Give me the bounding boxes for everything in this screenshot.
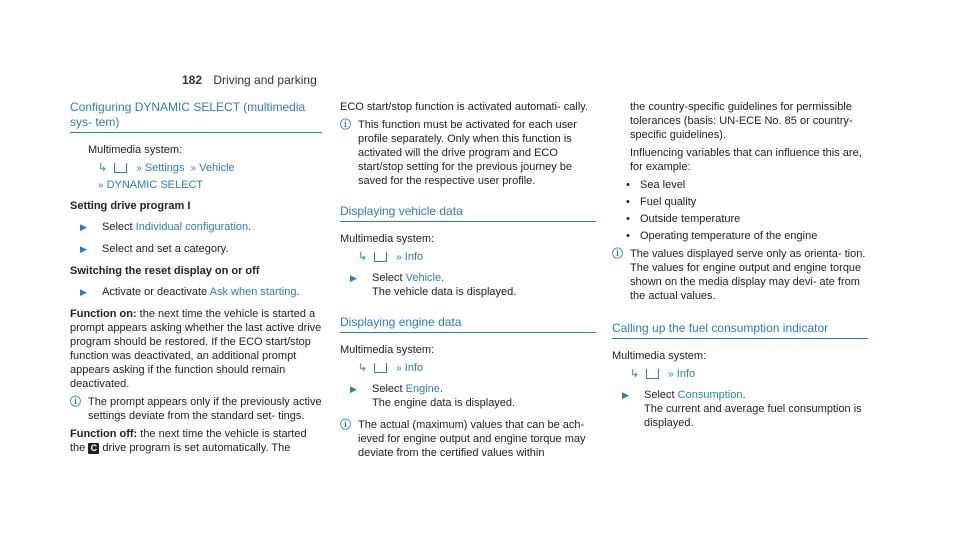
list-item: [612, 195, 868, 209]
note-text: The values displayed serve only as orienta- tion. The values for engine output and engine torque shown on the media display may devi- ate from the actual values.: [630, 248, 866, 302]
step-result: The current and average fuel consumption is displayed.: [644, 403, 862, 429]
info-icon: ⓘ: [340, 419, 351, 431]
step-text: Select and set a category.: [102, 243, 229, 255]
list-item: [612, 212, 868, 226]
note-text: The actual (maximum) values that can be ach- ieved for engine output and engine torque may deviate from the certified values within: [358, 419, 586, 459]
home-icon[interactable]: [114, 163, 127, 173]
system-label: Multimedia system:: [88, 144, 183, 156]
step-select-individual: [70, 220, 322, 234]
step-ask-when-starting: [70, 285, 322, 299]
list-item-text: Sea level: [640, 179, 686, 191]
bullet-icon: •: [626, 213, 630, 225]
home-icon[interactable]: [374, 363, 387, 373]
system-label: Multimedia system:: [340, 344, 435, 356]
continued-text: the country-specific guidelines for permissible tolerances (basis: UN-ECE No. 85 or country- specific guidelines).: [630, 101, 853, 141]
return-arrow-icon: ↳: [630, 368, 640, 380]
home-icon[interactable]: [374, 252, 387, 262]
double-chevron-icon: »: [396, 363, 402, 374]
list-item: [612, 229, 868, 243]
list-item-text: Outside temperature: [640, 213, 741, 225]
step-punct: .: [296, 286, 300, 298]
double-chevron-icon: »: [136, 163, 142, 174]
bullet-icon: •: [626, 179, 630, 191]
subheading-drive-program: Setting drive program I: [70, 200, 191, 212]
column-1: [70, 100, 322, 459]
step-select-vehicle: [340, 271, 596, 299]
double-chevron-icon: »: [668, 369, 674, 380]
nav-path: [340, 250, 596, 265]
step-result: The vehicle data is displayed.: [372, 286, 517, 298]
section-heading-fuel-consumption: Calling up the fuel consumption indicator: [612, 321, 868, 339]
nav-path: [340, 361, 596, 376]
step-select-category: [70, 242, 322, 256]
return-arrow-icon: ↳: [358, 251, 368, 263]
influence-text: Influencing variables that can influence this are, for example:: [630, 147, 862, 173]
page-header: [182, 73, 317, 87]
function-on-label: Function on:: [70, 308, 137, 320]
function-on-text: the next time the vehicle is started a prompt appears asking whether the last active drive program should be restored. If the ECO start/stop function was deactivated, an additional prompt appears asking if the function should remain deactivated.: [70, 308, 322, 390]
column-3: [612, 100, 868, 438]
info-icon: ⓘ: [340, 119, 351, 131]
link-consumption[interactable]: Consumption: [677, 389, 743, 401]
step-result: The engine data is displayed.: [372, 397, 516, 409]
list-item-text: Operating temperature of the engine: [640, 230, 818, 242]
return-arrow-icon: ↳: [98, 162, 108, 174]
step-triangle-icon: ▶: [80, 222, 87, 232]
return-arrow-icon: ↳: [358, 362, 368, 374]
section-heading-vehicle-data: Displaying vehicle data: [340, 204, 596, 222]
system-label: Multimedia system:: [340, 233, 435, 245]
double-chevron-icon: »: [396, 252, 402, 263]
nav-settings[interactable]: Settings: [144, 162, 185, 174]
nav-vehicle[interactable]: Vehicle: [199, 162, 235, 174]
continued-text: ECO start/stop function is activated automati- cally.: [340, 101, 589, 113]
note-text: The prompt appears only if the previously active settings deviate from the standard set- tings.: [88, 396, 322, 422]
nav-dynamic-select[interactable]: DYNAMIC SELECT: [106, 179, 204, 191]
info-note: [612, 247, 868, 303]
section-heading-engine-data: Displaying engine data: [340, 315, 596, 333]
nav-path: [612, 367, 868, 382]
function-off-paragraph: [70, 427, 322, 455]
info-icon: ⓘ: [70, 396, 81, 408]
link-vehicle[interactable]: Vehicle: [405, 272, 442, 284]
info-note: [70, 395, 322, 423]
home-icon[interactable]: [646, 369, 659, 379]
column-2: [340, 100, 596, 464]
step-punct: .: [248, 221, 252, 233]
list-item: [612, 178, 868, 192]
step-punct: .: [742, 389, 746, 401]
step-text: Select: [644, 389, 678, 401]
info-note: [340, 418, 596, 460]
step-text: Activate or deactivate: [102, 286, 210, 298]
function-off-text: the next time the vehicle is started the: [70, 428, 307, 454]
double-chevron-icon: »: [98, 180, 104, 191]
bullet-icon: •: [626, 196, 630, 208]
comfort-program-icon: C: [88, 443, 99, 454]
system-label: Multimedia system:: [612, 350, 707, 362]
nav-path-2: [70, 178, 322, 193]
step-text: Select: [102, 221, 136, 233]
nav-info[interactable]: Info: [404, 251, 424, 263]
info-note: [340, 118, 596, 188]
page-number: 182: [182, 73, 203, 87]
link-individual-configuration[interactable]: Individual configuration: [135, 221, 249, 233]
subheading-reset-display: Switching the reset display on or off: [70, 265, 260, 277]
step-punct: .: [439, 383, 443, 395]
nav-info[interactable]: Info: [404, 362, 424, 374]
function-off-text-2: drive program is set automatically. The: [99, 442, 291, 454]
step-triangle-icon: ▶: [350, 384, 357, 394]
step-punct: .: [441, 272, 445, 284]
step-select-consumption: [612, 388, 868, 430]
page-section-title: Driving and parking: [213, 73, 317, 87]
step-triangle-icon: ▶: [80, 287, 87, 297]
nav-info[interactable]: Info: [676, 368, 696, 380]
link-engine[interactable]: Engine: [405, 383, 440, 395]
section-heading-dynamic-select: Configuring DYNAMIC SELECT (multimedia sys- tem): [70, 100, 322, 133]
bullet-icon: •: [626, 230, 630, 242]
list-item-text: Fuel quality: [640, 196, 697, 208]
link-ask-when-starting[interactable]: Ask when starting: [209, 286, 297, 298]
step-triangle-icon: ▶: [350, 273, 357, 283]
step-text: Select: [372, 383, 406, 395]
info-icon: ⓘ: [612, 248, 623, 260]
step-triangle-icon: ▶: [622, 390, 629, 400]
step-triangle-icon: ▶: [80, 244, 87, 254]
function-on-paragraph: [70, 307, 322, 391]
step-text: Select: [372, 272, 406, 284]
note-text: This function must be activated for each user profile separately. Only when this function is activated will the drive program and ECO start/stop setting for the previous journey be saved for the respective user profile.: [358, 119, 577, 187]
function-off-label: Function off:: [70, 428, 138, 440]
double-chevron-icon: »: [190, 163, 197, 174]
nav-path: [70, 161, 322, 176]
step-select-engine: [340, 382, 596, 410]
